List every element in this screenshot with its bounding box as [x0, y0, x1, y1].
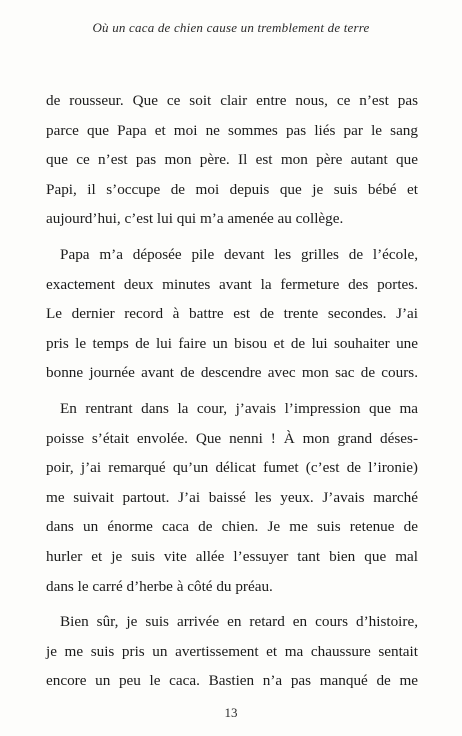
- body-text: [46, 86, 418, 696]
- text-line: poir, j’ai remarqué qu’un délicat fumet (c’est de l’ironie): [46, 459, 418, 477]
- text-line: Bien sûr, je suis arrivée en retard en cours d’histoire,: [60, 613, 418, 631]
- text-line: que ce n’est pas mon père. Il est mon père autant que: [46, 151, 418, 169]
- text-line: bonne journée avant de descendre avec mon sac de cours.: [46, 364, 418, 382]
- text-line: pris le temps de lui faire un bisou et de lui souhaiter une: [46, 334, 418, 352]
- paragraph-4: [46, 607, 418, 696]
- text-line: dans un énorme caca de chien. Je me suis retenue de: [46, 518, 418, 536]
- text-line: de rousseur. Que ce soit clair entre nous, ce n’est pas: [46, 92, 418, 109]
- text-line: dans le carré d’herbe à côté du préau.: [46, 577, 273, 595]
- paragraph-2: [46, 240, 418, 388]
- text-line: En rentrant dans la cour, j’avais l’impression que ma: [60, 399, 418, 417]
- text-line: aujourd’hui, c’est lui qui m’a amenée au collège.: [46, 210, 344, 228]
- text-line: me suivait partout. J’ai baissé les yeux. J’avais marché: [46, 488, 418, 506]
- paragraph-3: [46, 394, 418, 601]
- text-line: exactement deux minutes avant la fermeture des portes.: [46, 275, 418, 293]
- text-line: poisse s’était envolée. Que nenni ! À mon grand déses-: [46, 429, 418, 447]
- running-header: Où un caca de chien cause un tremblement de terre: [92, 20, 370, 35]
- text-line: parce que Papa et moi ne sommes pas liés par le sang: [46, 121, 418, 139]
- text-line: Papa m’a déposée pile devant les grilles de l’école,: [60, 245, 418, 263]
- text-line: hurler et je suis vite allée l’essuyer tant bien que mal: [46, 547, 418, 565]
- text-line: Papi, il s’occupe de moi depuis que je suis bébé et: [46, 180, 418, 198]
- text-line: je me suis pris un avertissement et ma chaussure sentait: [46, 642, 418, 660]
- page-number: 13: [224, 705, 238, 720]
- text-line: encore un peu le caca. Bastien n’a pas manqué de me: [46, 672, 418, 690]
- paragraph-1: [46, 86, 418, 234]
- text-line: Le dernier record à battre est de trente secondes. J’ai: [46, 305, 418, 323]
